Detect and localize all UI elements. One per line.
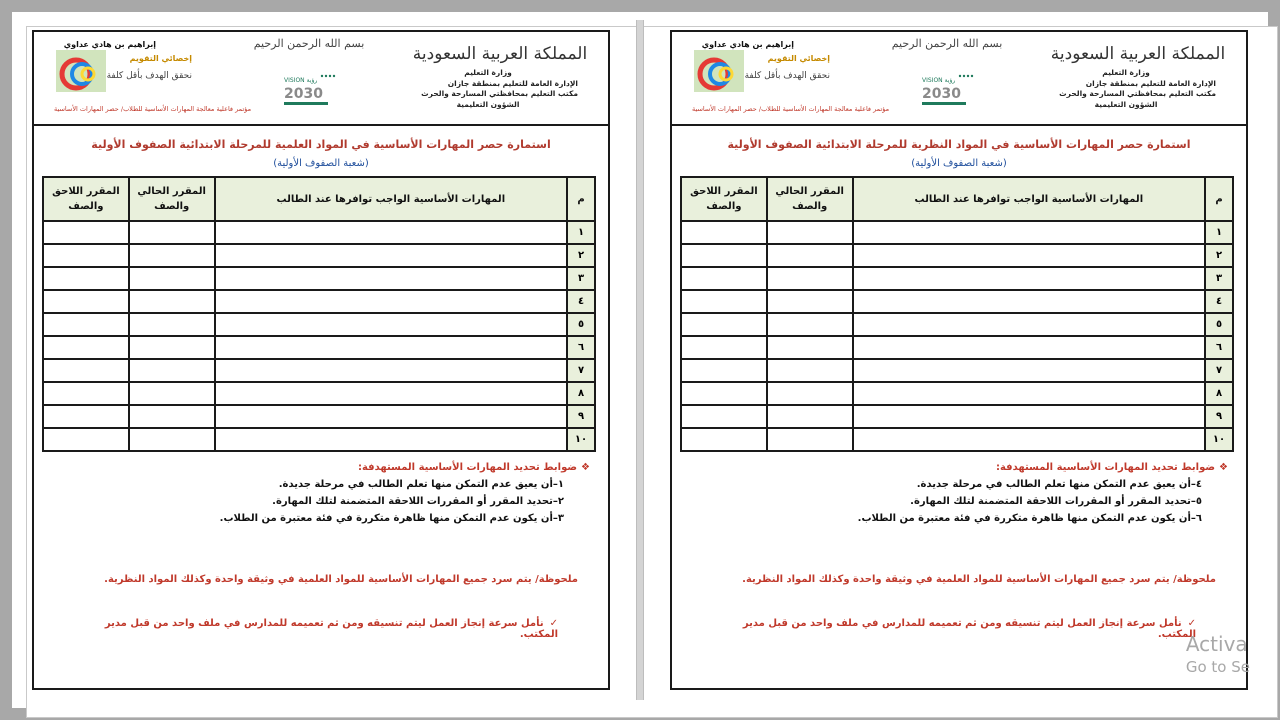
current-course-cell[interactable]	[767, 428, 853, 451]
table-row	[681, 428, 1233, 451]
table-row	[681, 290, 1233, 313]
current-course-cell[interactable]	[129, 405, 215, 428]
current-course-cell[interactable]	[767, 336, 853, 359]
row-number: ٤	[567, 290, 595, 313]
row-number: ٥	[1205, 313, 1233, 336]
document-page-theoretical	[670, 30, 1248, 690]
row-number: ١٠	[567, 428, 595, 451]
column-header-current-course: المقرر الحالي والصف	[129, 177, 215, 221]
row-number: ٨	[567, 382, 595, 405]
next-course-cell[interactable]	[43, 428, 129, 451]
affairs-name: الشؤون التعليمية	[1094, 99, 1158, 109]
tip-text: نأمل سرعة إنجاز العمل ليتم تنسيقه ومن ثم تعميمه للمدارس في ملف واحد من قبل مدير المكتب.	[104, 618, 558, 640]
next-course-cell[interactable]	[43, 405, 129, 428]
rules-heading-text: ضوابط تحديد المهارات الأساسية المستهدفة:	[357, 462, 578, 473]
affairs-name: الشؤون التعليمية	[456, 99, 520, 109]
office-name: مكتب التعليم بمحافظتي المسارحة والحرث	[421, 89, 578, 98]
current-course-cell[interactable]	[767, 221, 853, 244]
document-page-scientific	[32, 30, 610, 690]
conference-topic: حصر المهارات الأساسية	[54, 105, 119, 113]
conference-prefix: مؤتمر فاعلية معالجة المهارات الأساسية للطلاب/	[120, 105, 252, 113]
diamond-bullet-icon: ❖	[1219, 462, 1228, 473]
row-number: ٣	[1205, 267, 1233, 290]
logo-slogan: نحقق الهدف بأقل كلفة	[744, 71, 830, 81]
admin-name: الإدارة العامة للتعليم بمنطقة جازان	[1085, 78, 1216, 88]
rule-item: ٢–تحديد المقرر أو المقررات اللاحقة المتضمنة لتلك المهارة.	[272, 496, 564, 507]
column-header-next-course: المقرر اللاحق والصف	[681, 177, 767, 221]
next-course-cell[interactable]	[681, 221, 767, 244]
watermark-line1: Activa	[1185, 632, 1248, 656]
rule-item: ٦–أن يكون عدم التمكن منها ظاهرة متكررة في فئة معتبرة من الطلاب.	[857, 513, 1202, 524]
table-row	[43, 428, 595, 451]
current-course-cell[interactable]	[129, 336, 215, 359]
column-header-number: م	[1205, 177, 1233, 221]
next-course-cell[interactable]	[681, 244, 767, 267]
diamond-bullet-icon: ❖	[581, 462, 590, 473]
next-course-cell[interactable]	[681, 382, 767, 405]
skill-cell[interactable]	[853, 336, 1206, 359]
table-row	[681, 221, 1233, 244]
ministry-name: وزارة التعليم	[464, 68, 512, 77]
signature: إبراهيم بن هادي عداوي	[701, 40, 794, 49]
vision-year: 2030	[284, 86, 323, 102]
evaluation-logo-icon	[56, 50, 106, 92]
tip-line	[34, 618, 608, 640]
form-subtitle: (شعبة الصفوف الأولية)	[273, 158, 369, 169]
skill-cell[interactable]	[853, 290, 1206, 313]
rule-item: ٥–تحديد المقرر أو المقررات اللاحقة المتضمنة لتلك المهارة.	[910, 496, 1202, 507]
current-course-cell[interactable]	[767, 382, 853, 405]
letterhead	[34, 32, 608, 126]
skill-cell[interactable]	[853, 405, 1206, 428]
current-course-cell[interactable]	[129, 382, 215, 405]
skill-cell[interactable]	[853, 244, 1206, 267]
current-course-cell[interactable]	[767, 290, 853, 313]
kingdom-title: المملكة العربية السعودية	[412, 44, 588, 64]
column-header-number: م	[567, 177, 595, 221]
skill-cell[interactable]	[215, 290, 568, 313]
kingdom-title: المملكة العربية السعودية	[1050, 44, 1226, 64]
basmala-calligraphy: بسم الله الرحمن الرحيم	[891, 37, 1003, 50]
next-course-cell[interactable]	[43, 244, 129, 267]
current-course-cell[interactable]	[767, 244, 853, 267]
skill-cell[interactable]	[215, 313, 568, 336]
logo-slogan: نحقق الهدف بأقل كلفة	[106, 71, 192, 81]
row-number: ٦	[1205, 336, 1233, 359]
admin-name: الإدارة العامة للتعليم بمنطقة جازان	[447, 78, 578, 88]
next-course-cell[interactable]	[43, 221, 129, 244]
row-number: ٤	[1205, 290, 1233, 313]
next-course-cell[interactable]	[681, 428, 767, 451]
letterhead	[672, 32, 1246, 126]
row-number: ٢	[567, 244, 595, 267]
rules-heading	[690, 462, 1228, 473]
row-number: ٩	[567, 405, 595, 428]
current-course-cell[interactable]	[129, 244, 215, 267]
table-row	[681, 244, 1233, 267]
next-course-cell[interactable]	[681, 359, 767, 382]
note-text: ملحوظة/ يتم سرد جميع المهارات الأساسية للمواد العلمية في وثيقة واحدة وكذلك المواد النظرية.	[104, 574, 578, 585]
skill-cell[interactable]	[215, 428, 568, 451]
current-course-cell[interactable]	[129, 428, 215, 451]
skill-cell[interactable]	[215, 336, 568, 359]
skill-cell[interactable]	[853, 359, 1206, 382]
next-course-cell[interactable]	[681, 405, 767, 428]
current-course-cell[interactable]	[767, 267, 853, 290]
table-row	[43, 313, 595, 336]
form-title: استمارة حصر المهارات الأساسية في المواد العلمية للمرحلة الابتدائية الصفوف الأولية	[91, 138, 551, 151]
vision-label: VISION رؤية	[922, 77, 956, 84]
row-number: ٢	[1205, 244, 1233, 267]
rules-section	[34, 462, 608, 524]
next-course-cell[interactable]	[43, 359, 129, 382]
next-course-cell[interactable]	[681, 336, 767, 359]
row-number: ١	[567, 221, 595, 244]
row-number: ٩	[1205, 405, 1233, 428]
table-header-row	[43, 177, 595, 221]
current-course-cell[interactable]	[767, 313, 853, 336]
table-row	[43, 359, 595, 382]
table-row	[43, 405, 595, 428]
table-row	[43, 267, 595, 290]
conference-line	[54, 105, 304, 113]
activate-windows-watermark	[1186, 632, 1250, 676]
tip-text: نأمل سرعة إنجاز العمل ليتم تنسيقه ومن ثم تعميمه للمدارس في ملف واحد من قبل مدير المكتب.	[742, 618, 1196, 640]
evaluation-logo-icon	[694, 50, 744, 92]
table-row	[43, 290, 595, 313]
next-course-cell[interactable]	[681, 267, 767, 290]
current-course-cell[interactable]	[767, 359, 853, 382]
note-text: ملحوظة/ يتم سرد جميع المهارات الأساسية للمواد العلمية في وثيقة واحدة وكذلك المواد النظرية.	[742, 574, 1216, 585]
rule-item: ٣–أن يكون عدم التمكن منها ظاهرة متكررة في فئة معتبرة من الطلاب.	[219, 513, 564, 524]
rules-section	[672, 462, 1246, 524]
vision-2030-logo-icon	[282, 70, 342, 110]
next-course-cell[interactable]	[43, 267, 129, 290]
skills-table	[680, 176, 1234, 452]
skill-cell[interactable]	[853, 221, 1206, 244]
table-row	[681, 382, 1233, 405]
conference-topic: حصر المهارات الأساسية	[692, 105, 757, 113]
table-row	[681, 313, 1233, 336]
row-number: ١	[1205, 221, 1233, 244]
column-header-next-course: المقرر اللاحق والصف	[43, 177, 129, 221]
next-course-cell[interactable]	[43, 313, 129, 336]
row-number: ٥	[567, 313, 595, 336]
office-name: مكتب التعليم بمحافظتي المسارحة والحرث	[1059, 89, 1216, 98]
current-course-cell[interactable]	[767, 405, 853, 428]
table-header-row	[681, 177, 1233, 221]
basmala-calligraphy: بسم الله الرحمن الرحيم	[253, 37, 365, 50]
next-course-cell[interactable]	[43, 382, 129, 405]
next-course-cell[interactable]	[681, 313, 767, 336]
skill-cell[interactable]	[853, 428, 1206, 451]
rules-heading-text: ضوابط تحديد المهارات الأساسية المستهدفة:	[995, 462, 1216, 473]
table-row	[43, 221, 595, 244]
skill-cell[interactable]	[215, 267, 568, 290]
skill-cell[interactable]	[853, 267, 1206, 290]
column-header-skills: المهارات الأساسية الواجب توافرها عند الطالب	[853, 177, 1206, 221]
ministry-block	[398, 68, 578, 110]
skill-cell[interactable]	[215, 382, 568, 405]
next-course-cell[interactable]	[681, 290, 767, 313]
row-number: ٣	[567, 267, 595, 290]
table-row	[681, 405, 1233, 428]
conference-prefix: مؤتمر فاعلية معالجة المهارات الأساسية للطلاب/	[758, 105, 890, 113]
form-subtitle: (شعبة الصفوف الأولية)	[911, 158, 1007, 169]
conference-line	[692, 105, 942, 113]
column-header-skills: المهارات الأساسية الواجب توافرها عند الطالب	[215, 177, 568, 221]
watermark-line2: Go to Se	[1185, 658, 1250, 676]
signature: إبراهيم بن هادي عداوي	[63, 40, 156, 49]
current-course-cell[interactable]	[129, 290, 215, 313]
table-row	[43, 336, 595, 359]
column-header-current-course: المقرر الحالي والصف	[767, 177, 853, 221]
table-row	[43, 382, 595, 405]
next-course-cell[interactable]	[43, 336, 129, 359]
skill-cell[interactable]	[215, 244, 568, 267]
logo-eval-text: إخصائي التقويم	[129, 54, 192, 63]
rules-heading	[52, 462, 590, 473]
row-number: ٧	[1205, 359, 1233, 382]
page-divider	[636, 20, 644, 700]
row-number: ٧	[567, 359, 595, 382]
checkmark-icon: ✓	[1187, 618, 1196, 629]
ministry-name: وزارة التعليم	[1102, 68, 1150, 77]
checkmark-icon: ✓	[549, 618, 558, 629]
table-row	[681, 336, 1233, 359]
logo-texts	[742, 54, 830, 81]
logo-eval-text: إخصائي التقويم	[767, 54, 830, 63]
rule-item: ١–أن يعيق عدم التمكن منها تعلم الطالب في مرحلة جديدة.	[278, 479, 564, 490]
form-title: استمارة حصر المهارات الأساسية في المواد النظرية للمرحلة الابتدائية الصفوف الأولية	[727, 138, 1191, 151]
table-row	[681, 267, 1233, 290]
current-course-cell[interactable]	[129, 267, 215, 290]
row-number: ٦	[567, 336, 595, 359]
skill-cell[interactable]	[215, 405, 568, 428]
skill-cell[interactable]	[215, 221, 568, 244]
row-number: ٨	[1205, 382, 1233, 405]
vision-2030-logo-icon	[920, 70, 980, 110]
rule-item: ٤–أن يعيق عدم التمكن منها تعلم الطالب في مرحلة جديدة.	[916, 479, 1202, 490]
tip-line	[672, 618, 1246, 640]
current-course-cell[interactable]	[129, 221, 215, 244]
logo-texts	[104, 54, 192, 81]
current-course-cell[interactable]	[129, 313, 215, 336]
skill-cell[interactable]	[853, 313, 1206, 336]
vision-label: VISION رؤية	[284, 77, 318, 84]
vision-year: 2030	[922, 86, 961, 102]
row-number: ١٠	[1205, 428, 1233, 451]
skill-cell[interactable]	[215, 359, 568, 382]
table-row	[43, 244, 595, 267]
skill-cell[interactable]	[853, 382, 1206, 405]
current-course-cell[interactable]	[129, 359, 215, 382]
next-course-cell[interactable]	[43, 290, 129, 313]
skills-table	[42, 176, 596, 452]
ministry-block	[1036, 68, 1216, 110]
table-row	[681, 359, 1233, 382]
